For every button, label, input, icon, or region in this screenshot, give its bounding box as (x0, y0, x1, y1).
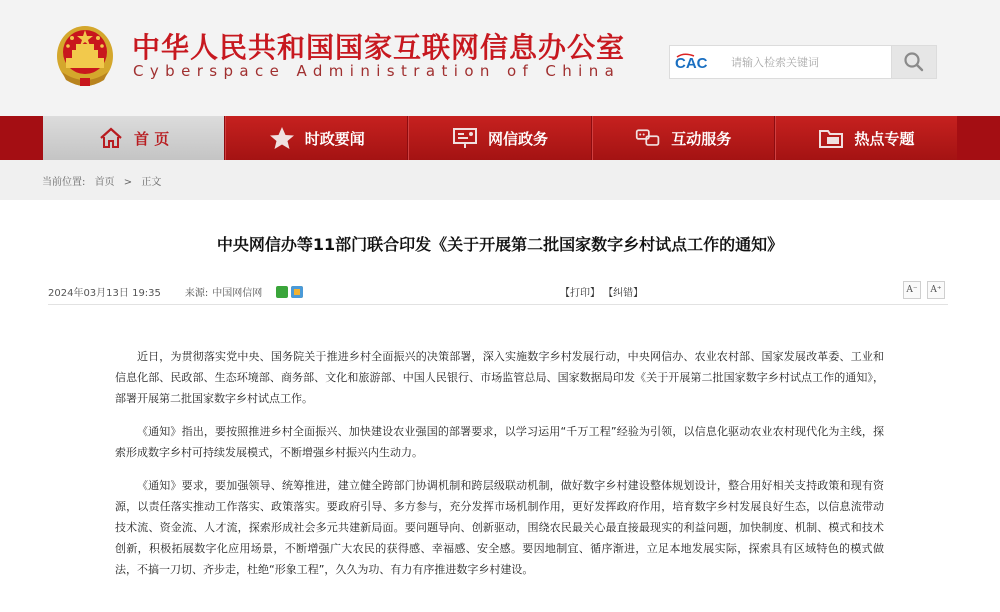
site-subtitle: Cyberspace Administration of China (133, 62, 621, 80)
site-title[interactable]: 中华人民共和国国家互联网信息办公室 (132, 31, 626, 64)
national-emblem-icon[interactable] (54, 22, 116, 88)
search-button[interactable] (891, 45, 937, 79)
handshake-icon (635, 125, 661, 151)
nav-item-home[interactable] (43, 116, 225, 160)
article-title: 中央网信办等11部门联合印发《关于开展第二批国家数字乡村试点工作的通知》 (216, 235, 784, 254)
font-smaller-button[interactable]: A⁻ (903, 281, 921, 299)
print-link[interactable]: 【打印】 (560, 288, 600, 299)
nav-item-label: 时政要闻 (304, 129, 365, 148)
search-bar (669, 45, 937, 79)
cac-logo (669, 45, 721, 79)
nav-item-news[interactable] (225, 116, 408, 160)
errata-link[interactable]: 【纠错】 (603, 288, 644, 299)
article-source: 中国网信网 (212, 288, 263, 299)
nav-item-topics[interactable] (775, 116, 957, 160)
font-size-controls (903, 281, 945, 299)
breadcrumb-bar (0, 160, 1000, 200)
cac-logo-icon (674, 53, 718, 71)
nav-inner (43, 116, 957, 160)
article-paragraph: 《通知》要求，要加强领导、统筹推进，建立健全跨部门协调机制和跨层级联动机制，做好数字乡村建设整体规划设计，整合用好相关支持政策和现有资源，以责任落实推动工作落实、政策落实。要政府引导、多方参与，充分发挥市场机制作用，更好发挥政府作用，培育数字乡村发展良好生态，以信息流带动技术流、资金流、人才流，探索形成社会多元共建新局面。要问题导向、创新驱动，围绕农民最关心最直接最现实的利益问题，加快制度、机制、模式和技术创新，积极拓展数字化应用场景，不断增强广大农民的获得感、幸福感、安全感。要因地制宜、循序渐进，立足本地发展实际，探索具有区域特色的模式做法，不搞一刀切、齐步走，杜绝“形象工程”，久久为功、有力有序推进数字乡村建设。 (115, 479, 884, 576)
nav-item-label: 网信政务 (488, 129, 549, 148)
nav-item-government[interactable] (408, 116, 591, 160)
search-input[interactable] (721, 45, 891, 79)
meta-divider (48, 304, 948, 305)
article-paragraph: 《通知》指出，要按照推进乡村全面振兴、加快建设农业强国的部署要求，以学习运用“千万工程”经验为引领，以信息化驱动农业农村现代化为主线，探索形成数字乡村可持续发展模式，不断增强乡村振兴内生动力。 (115, 425, 884, 459)
print-links (560, 284, 643, 299)
nav-item-interaction[interactable] (592, 116, 775, 160)
cac-logo-text: CAC (674, 55, 707, 71)
wechat-share-icon[interactable] (276, 286, 288, 298)
article-meta (48, 284, 303, 299)
source-label: 来源: (184, 288, 209, 299)
site-header (0, 0, 1000, 116)
main-nav (0, 116, 1000, 160)
breadcrumb-home-link[interactable]: 首页 (94, 177, 115, 188)
home-icon (98, 125, 124, 151)
article-body (115, 346, 884, 592)
qzone-share-icon[interactable] (291, 286, 303, 298)
presentation-icon (452, 125, 478, 151)
share-buttons (276, 286, 303, 298)
breadcrumb-separator: > (123, 177, 133, 188)
nav-item-label: 互动服务 (671, 129, 732, 148)
article-datetime: 2024年03月13日 19:35 (48, 288, 161, 299)
article-paragraph: 近日，为贯彻落实党中央、国务院关于推进乡村全面振兴的决策部署，深入实施数字乡村发展行动，中央网信办、农业农村部、国家发展改革委、工业和信息化部、民政部、生态环境部、商务部、文化和旅游部、中国人民银行、市场监管总局、国家数据局印发《关于开展第二批国家数字乡村试点工作的通知》，部署开展第二批国家数字乡村试点工作。 (115, 350, 884, 405)
nav-item-label: 首 页 (133, 129, 170, 148)
breadcrumb-current: 正文 (141, 177, 162, 188)
nav-item-label: 热点专题 (854, 129, 915, 148)
font-larger-button[interactable]: A⁺ (927, 281, 945, 299)
breadcrumb (42, 173, 167, 188)
star-icon (269, 125, 295, 151)
folder-icon (818, 125, 844, 151)
breadcrumb-label: 当前位置: (42, 177, 86, 188)
search-icon (903, 51, 925, 73)
